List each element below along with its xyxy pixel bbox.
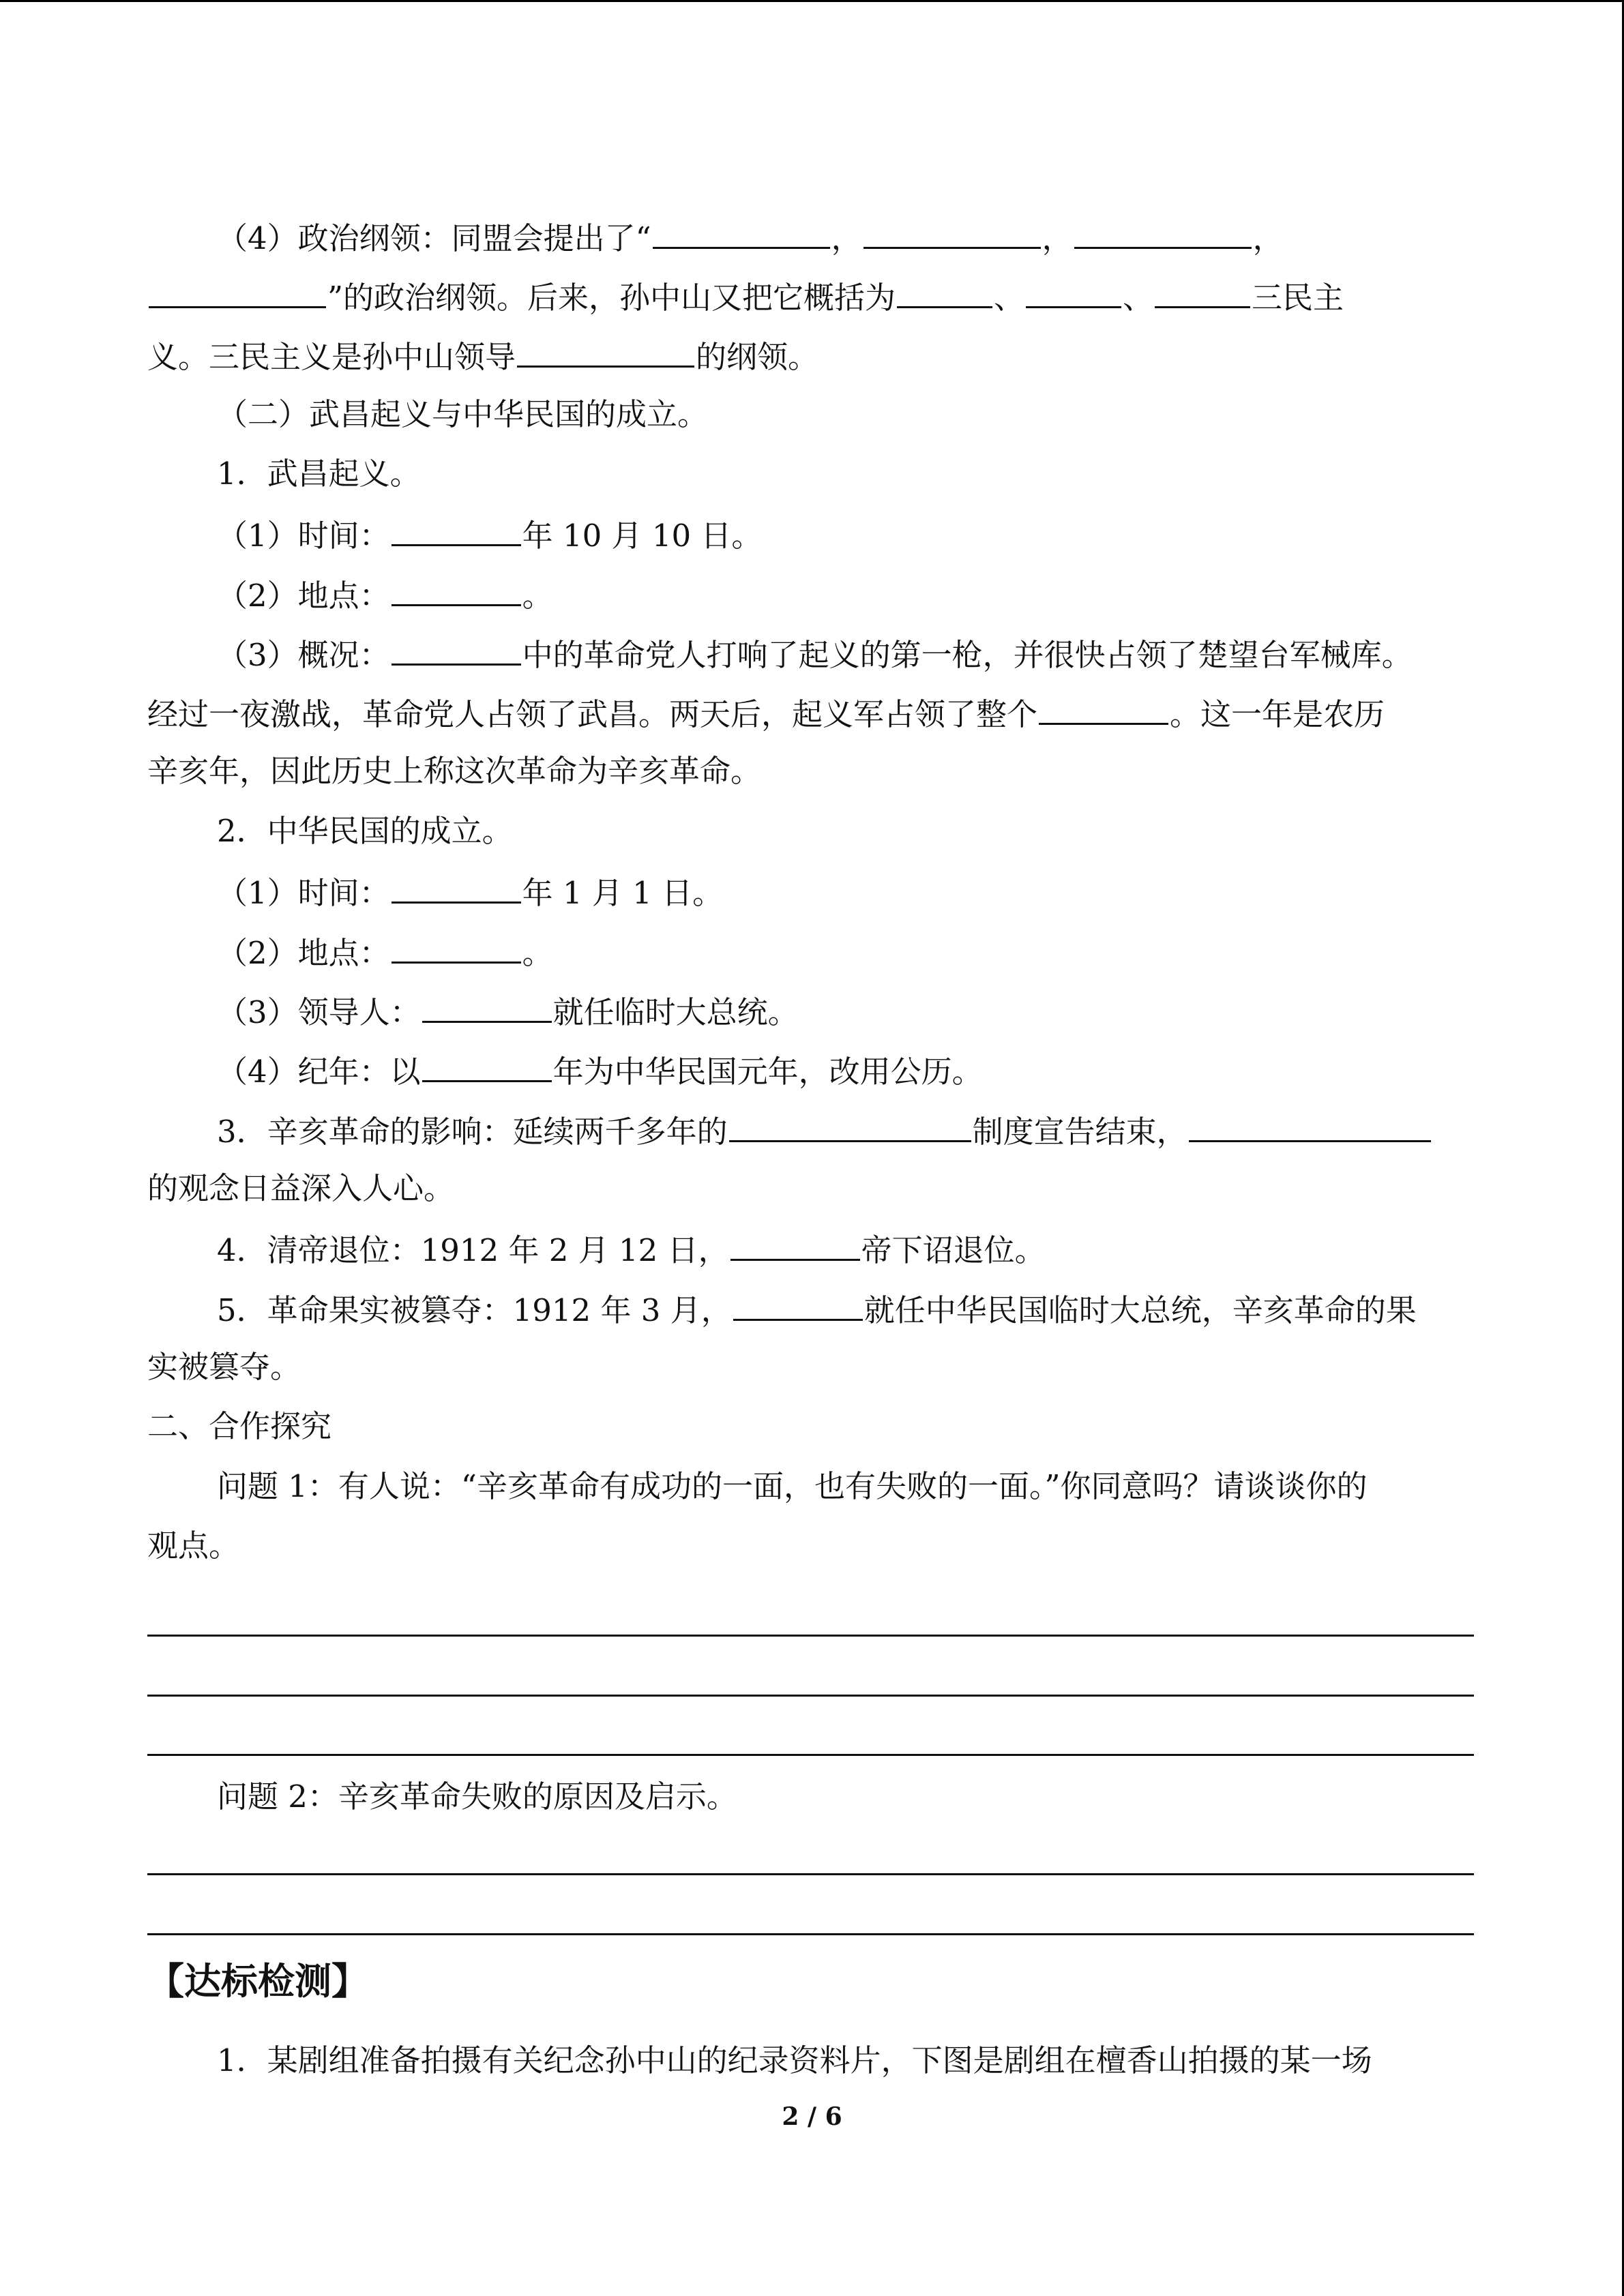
answer-line[interactable] bbox=[147, 1695, 1474, 1697]
answer-blank[interactable] bbox=[422, 989, 552, 1023]
three-principles-line: ”的政治纲领。后来，孙中山又把它概括为 、 、 三民主 bbox=[147, 275, 1474, 318]
answer-blank[interactable] bbox=[653, 215, 830, 249]
revolution-influence-line: 3．辛亥革命的影响：延续两千多年的 制度宣告结束， bbox=[217, 1109, 1474, 1152]
answer-blank[interactable] bbox=[517, 334, 694, 368]
revolution-influence-line-2: 的观念日益深入人心。 bbox=[147, 1170, 455, 1206]
uprising-place-line: （2）地点： 。 bbox=[217, 573, 1474, 616]
answer-blank[interactable] bbox=[422, 1049, 552, 1082]
page-number: 2 / 6 bbox=[782, 2102, 842, 2131]
answer-blank[interactable] bbox=[1189, 1109, 1431, 1142]
answer-blank[interactable] bbox=[392, 513, 521, 546]
question-1: 问题 1：有人说：“辛亥革命有成功的一面，也有失败的一面。”你同意吗？请谈谈你的 bbox=[217, 1468, 1368, 1504]
answer-line[interactable] bbox=[147, 1873, 1474, 1875]
answer-blank[interactable] bbox=[897, 275, 992, 308]
page-top-border bbox=[0, 0, 1624, 2]
roc-leader-line: （3）领导人： 就任临时大总统。 bbox=[217, 989, 1474, 1033]
subheading-wuchang-uprising: 1．武昌起义。 bbox=[217, 456, 421, 492]
answer-line[interactable] bbox=[147, 1933, 1474, 1935]
answer-blank[interactable] bbox=[1155, 275, 1250, 308]
answer-blank[interactable] bbox=[1074, 215, 1252, 249]
answer-blank[interactable] bbox=[1039, 691, 1168, 725]
fruits-usurped-line: 5．革命果实被篡夺：1912 年 3 月， 就任中华民国临时大总统，辛亥革命的果 bbox=[217, 1287, 1474, 1331]
political-program-line: （4）政治纲领：同盟会提出了“ ， ， ， bbox=[217, 215, 1474, 259]
assessment-question-1: 1．某剧组准备拍摄有关纪念孙中山的纪录资料片，下图是剧组在檀香山拍摄的某一场 bbox=[217, 2042, 1372, 2078]
answer-blank[interactable] bbox=[392, 930, 521, 964]
uprising-overview-line-2: 经过一夜激战，革命党人占领了武昌。两天后，起义军占领了整个 。这一年是农历 bbox=[147, 691, 1474, 735]
roc-time-line: （1）时间： 年 1 月 1 日。 bbox=[217, 870, 1474, 914]
answer-line[interactable] bbox=[147, 1635, 1474, 1637]
roc-calendar-line: （4）纪年：以 年为中华民国元年，改用公历。 bbox=[217, 1049, 1474, 1092]
answer-line[interactable] bbox=[147, 1754, 1474, 1756]
emperor-abdication-line: 4．清帝退位：1912 年 2 月 12 日， 帝下诏退位。 bbox=[217, 1227, 1474, 1271]
fruits-usurped-line-2: 实被篡夺。 bbox=[147, 1349, 301, 1385]
three-principles-line-2: 义。三民主义是孙中山领导 的纲领。 bbox=[147, 334, 1474, 378]
section-heading-assessment: 【达标检测】 bbox=[147, 1959, 368, 2003]
answer-blank[interactable] bbox=[392, 573, 521, 606]
uprising-overview-line-3: 辛亥年，因此历史上称这次革命为辛亥革命。 bbox=[147, 753, 762, 789]
answer-blank[interactable] bbox=[730, 1227, 860, 1261]
roc-place-line: （2）地点： 。 bbox=[217, 930, 1474, 974]
section-cooperative-inquiry: 二、合作探究 bbox=[147, 1408, 332, 1444]
answer-blank[interactable] bbox=[733, 1287, 863, 1321]
answer-blank[interactable] bbox=[392, 870, 521, 904]
subheading-roc-founding: 2．中华民国的成立。 bbox=[217, 813, 513, 849]
answer-blank[interactable] bbox=[392, 632, 521, 666]
answer-blank[interactable] bbox=[863, 215, 1041, 249]
uprising-time-line: （1）时间： 年 10 月 10 日。 bbox=[217, 513, 1474, 556]
question-2: 问题 2：辛亥革命失败的原因及启示。 bbox=[217, 1778, 737, 1815]
section-heading-wuchang: （二）武昌起义与中华民国的成立。 bbox=[217, 396, 709, 432]
uprising-overview-line: （3）概况： 中的革命党人打响了起义的第一枪，并很快占领了楚望台军械库。 bbox=[217, 632, 1474, 676]
answer-blank[interactable] bbox=[729, 1109, 971, 1142]
question-1-cont: 观点。 bbox=[147, 1527, 240, 1564]
answer-blank[interactable] bbox=[149, 275, 326, 308]
answer-blank[interactable] bbox=[1026, 275, 1121, 308]
